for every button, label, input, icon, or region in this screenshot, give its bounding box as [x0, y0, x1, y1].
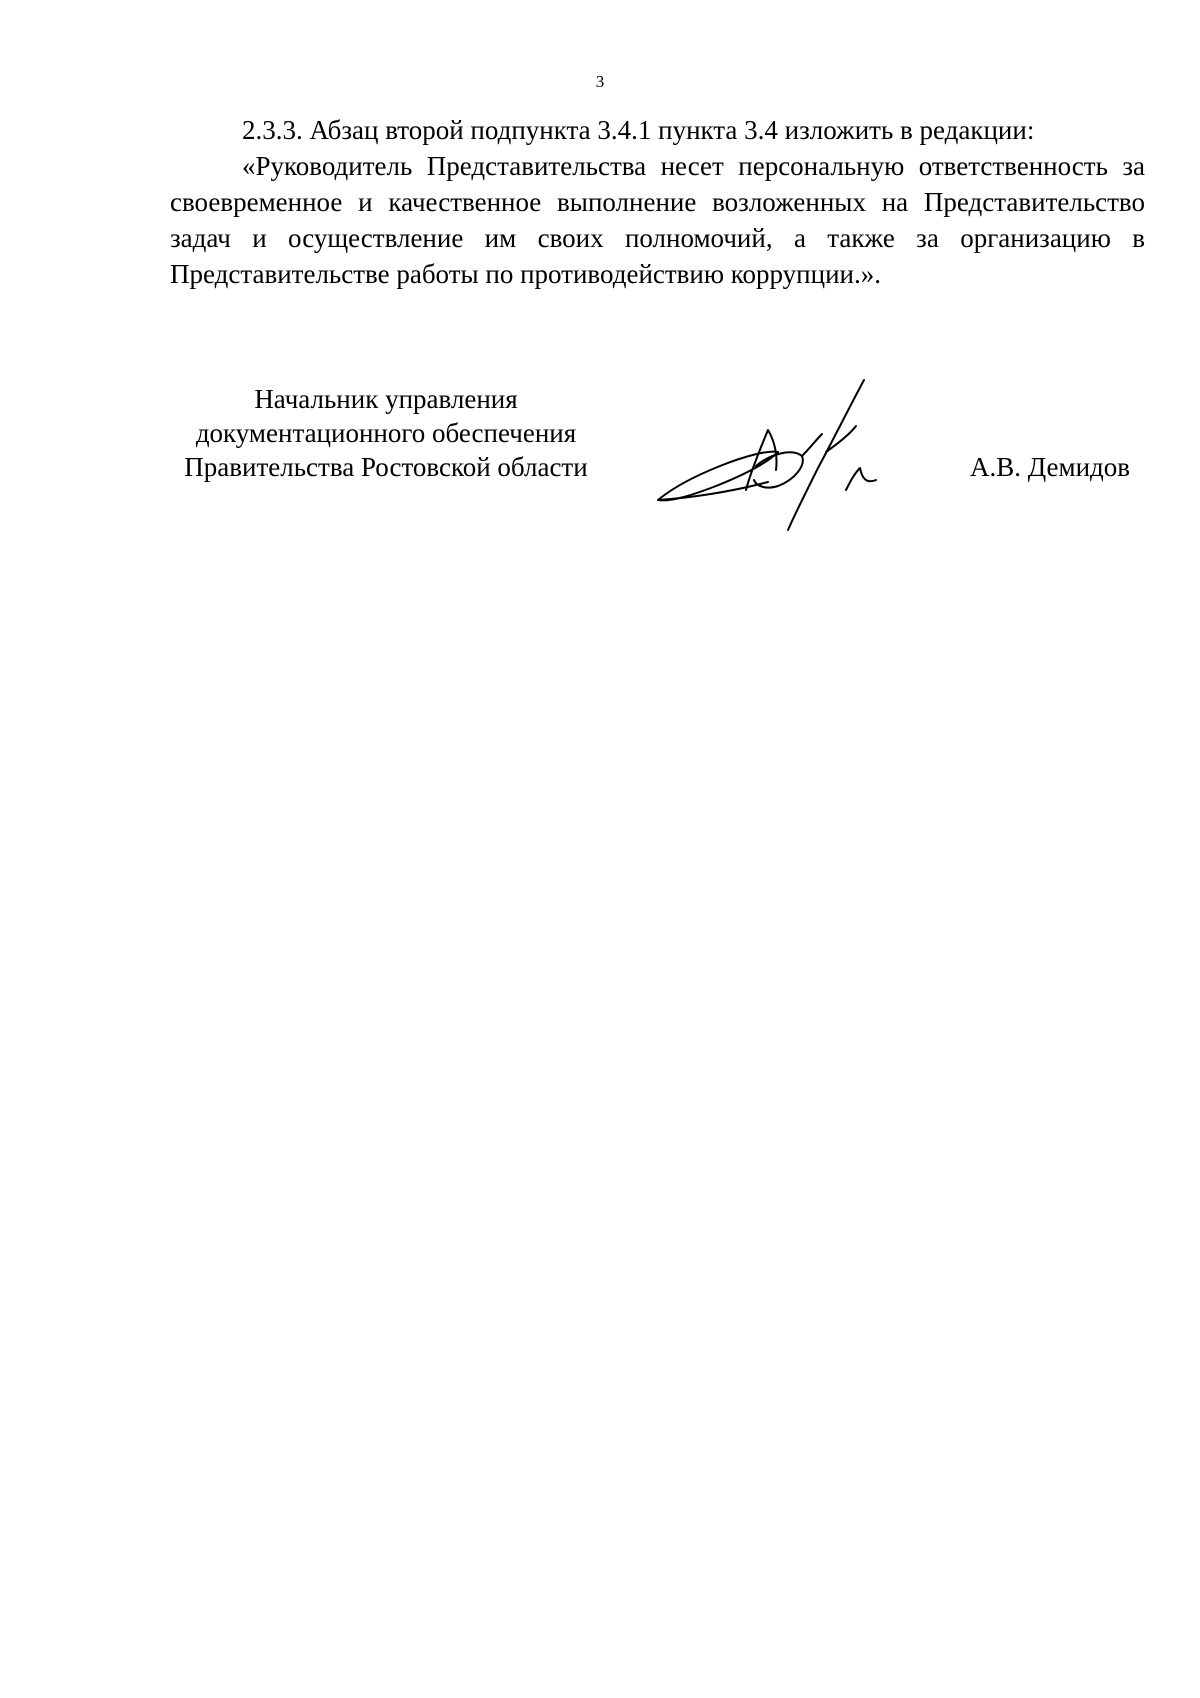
signer-name: А.В. Демидов: [970, 452, 1131, 482]
paragraph-quoted-text: «Руководитель Представительства несет персональную ответственность за своевременное и качественное выполнение возложенных на Представительство задач и осуществление им своих полномочий, а также за организацию в Представительстве работы по противодействию коррупции.».: [170, 151, 1145, 289]
signer-position: [166, 382, 606, 484]
signer-position-line-1: Начальник управления: [254, 384, 518, 414]
handwritten-signature-icon: [650, 370, 950, 540]
signer-position-line-3: Правительства Ростовской области: [184, 452, 588, 482]
page-number: 3: [595, 72, 605, 91]
signer-position-line-2: документационного обеспечения: [195, 418, 577, 448]
document-body: [170, 112, 1145, 292]
paragraph-amendment: 2.3.3. Абзац второй подпункта 3.4.1 пункта 3.4 изложить в редакции:: [242, 115, 1035, 145]
